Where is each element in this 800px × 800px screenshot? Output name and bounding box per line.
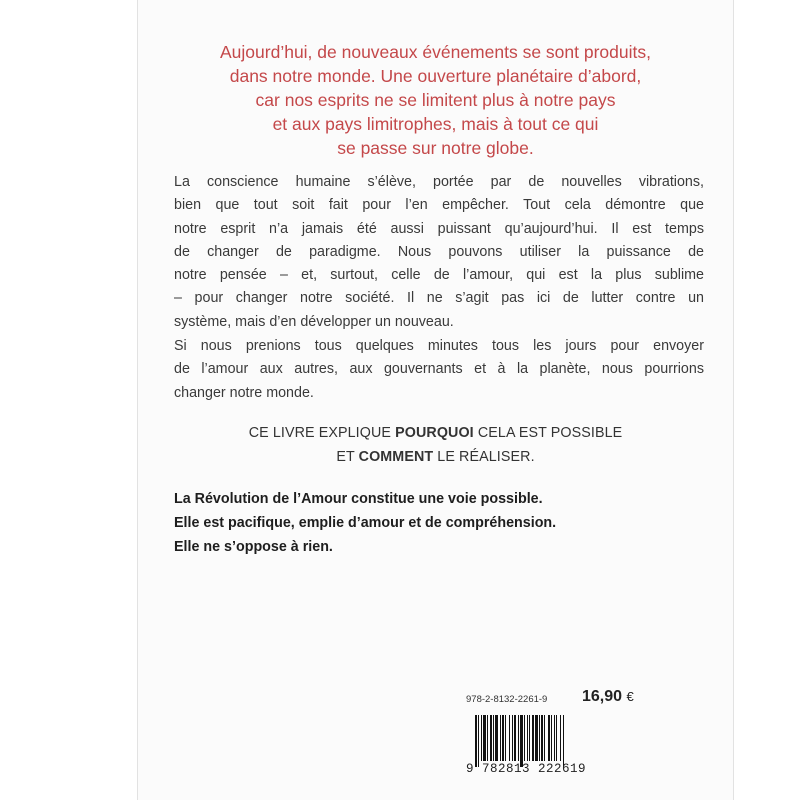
callout-text-part: CELA EST POSSIBLE [473,425,623,441]
paragraph-line: Si nous prenions tous quelques minutes tous les jours pour envoyer [174,338,704,354]
paragraph-line: notre esprit n’a jamais été aussi puissant qu’aujourd’hui. Il est temps [174,220,704,237]
intro-line: se passe sur notre globe. [337,138,534,158]
callout-line-2 [138,446,733,470]
barcode-bar [529,715,530,761]
barcode-bar [483,715,486,761]
barcode-bar [544,715,545,761]
paragraph-line: système, mais d’en développer un nouveau. [174,313,454,330]
barcode-bar [556,715,557,761]
paragraph-line: de l’amour aux autres, aux gouvernants et à la planète, nous pourrions [174,361,704,378]
callout-bold-word: COMMENT [358,448,434,465]
barcode-bar [500,715,501,761]
currency-symbol: € [626,689,634,704]
price-label [582,688,634,706]
barcode-bar [490,715,492,761]
barcode-bar [478,715,479,767]
price-value: 16,90 [582,688,623,705]
barcode-bar [554,715,555,761]
callout-bold-word: POURQUOI [395,425,474,441]
paragraph-line: bien que tout soit fait pour l’en empêcher. Tout cela démontre que [174,197,704,214]
barcode-bar [524,715,525,761]
closing-line: La Révolution de l’Amour constitue une voie possible. [174,491,543,507]
barcode-bar [512,715,513,761]
paragraph-line: La conscience humaine s’élève, portée par de nouvelles vibrations, [174,174,704,190]
body-paragraph-2 [174,335,704,405]
barcode-bar [518,715,519,761]
barcode-bar [502,715,504,761]
barcode-digits: 9 782813 222619 [466,762,587,776]
right-edge-line [733,0,734,800]
barcode-bar [481,715,482,761]
barcode-bar [495,715,498,761]
paragraph-line: changer notre monde. [174,384,314,401]
barcode-bar [541,715,543,761]
closing-statement [174,487,714,559]
closing-line: Elle est pacifique, emplie d’amour et de compréhension. [174,515,557,531]
barcode-bar [532,715,534,761]
callout-text [138,422,733,469]
barcode-bar [551,715,552,761]
callout-text-part: LE RÉALISER. [433,448,535,465]
intro-line: dans notre monde. Une ouverture planétaire d’abord, [229,66,642,86]
paragraph-line: – pour changer notre société. Il ne s’agit pas ici de lutter contre un [174,290,704,307]
intro-line: car nos esprits ne se limitent plus à notre pays [255,90,616,110]
barcode-bar [539,715,540,761]
callout-text-part: CE LIVRE EXPLIQUE [248,425,396,441]
book-back-cover [138,0,733,800]
barcode-bar [505,715,506,761]
intro-paragraph [138,40,733,160]
paragraph-line: de changer de paradigme. Nous pouvons utiliser la puissance de [174,243,704,260]
barcode-bar [509,715,510,761]
barcode-bar [493,715,494,761]
barcode-bar [535,715,538,761]
barcode-bar [514,715,516,761]
barcode-bar [548,715,550,761]
closing-line: Elle ne s’oppose à rien. [174,539,333,555]
barcode-bar [487,715,488,761]
barcode-bar [520,715,523,767]
callout-line-1 [138,422,733,446]
isbn-number: 978-2-8132-2261-9 [466,694,548,705]
paragraph-line: notre pensée – et, surtout, celle de l’amour, qui est la plus sublime [174,267,704,284]
barcode-bar [560,715,561,761]
barcode-bar [527,715,528,761]
callout-text-part: ET [336,448,359,465]
body-paragraph-1 [174,171,704,334]
intro-line: et aux pays limitrophes, mais à tout ce qui [272,114,599,134]
barcode-bar [563,715,564,767]
barcode-bar [475,715,477,767]
intro-line: Aujourd’hui, de nouveaux événements se sont produits, [220,42,651,62]
